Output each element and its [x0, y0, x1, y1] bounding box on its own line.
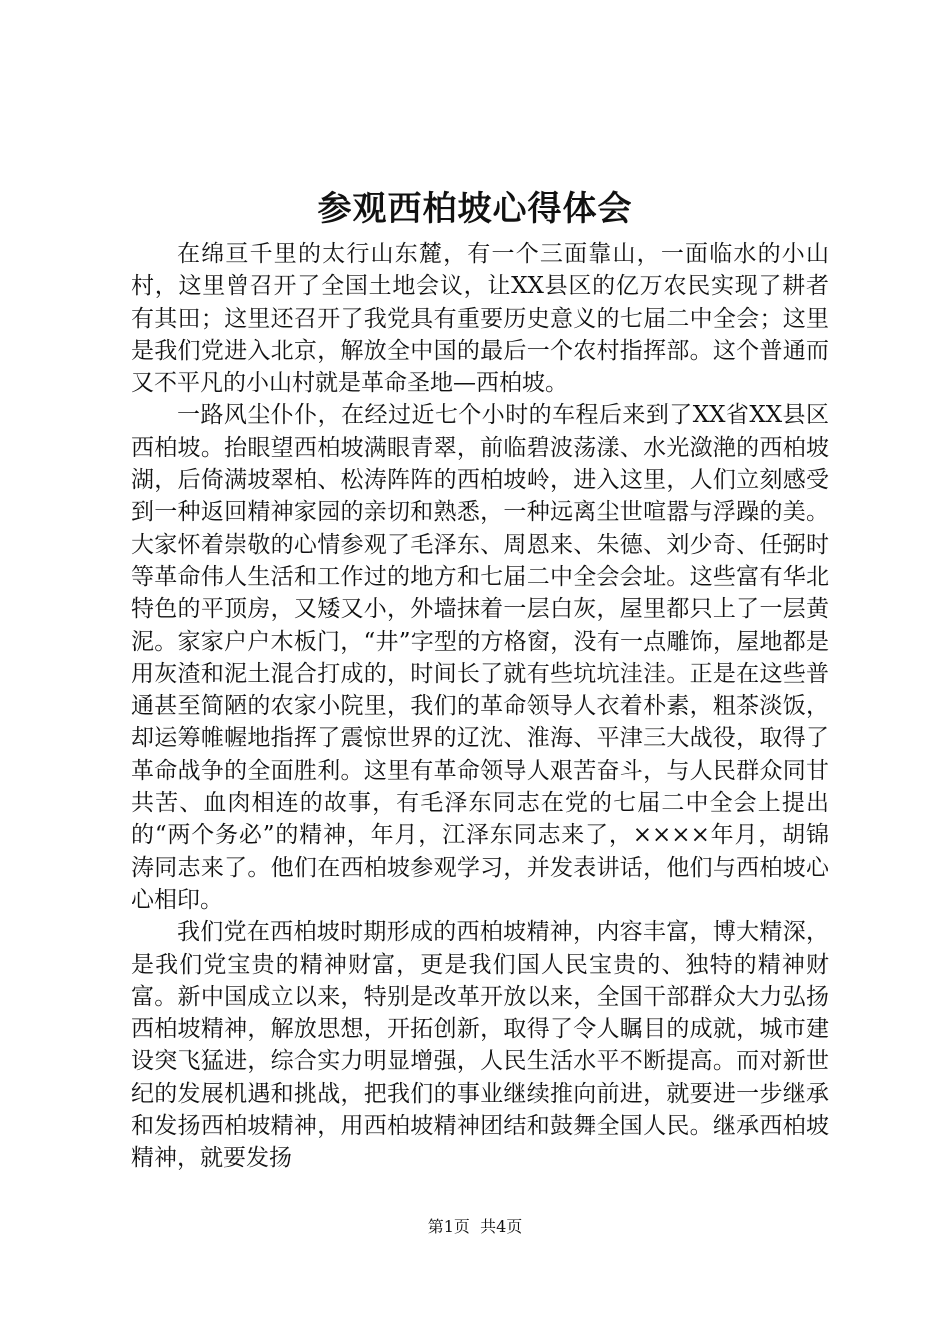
page-number-label: 第1页 共4页 — [427, 1217, 523, 1236]
document-body — [131, 238, 829, 1175]
document-title: 参观西柏坡心得体会 — [317, 189, 633, 229]
paragraph-2: 一路风尘仆仆，在经过近七个小时的车程后来到了XX省XX县区西柏坡。抬眼望西柏坡满眼青翠，前临碧波荡漾、水光潋滟的西柏坡湖，后倚满坡翠柏、松涛阵阵的西柏坡岭，进入这里，人们立刻感受到一种返回精神家园的亲切和熟悉，一种远离尘世喧嚣与浮躁的美。大家怀着崇敬的心情参观了毛泽东、周恩来、朱德、刘少奇、任弼时等革命伟人生活和工作过的地方和七届二中全会会址。这些富有华北特色的平顶房，又矮又小，外墙抹着一层白灰，屋里都只上了一层黄泥。家家户户木板门，“井”字型的方格窗，没有一点雕饰，屋地都是用灰渣和泥土混合打成的，时间长了就有些坑坑洼洼。正是在这些普通甚至简陋的农家小院里，我们的革命领导人衣着朴素，粗茶淡饭，却运筹帷幄地指挥了震惊世界的辽沈、淮海、平津三大战役，取得了革命战争的全面胜利。这里有革命领导人艰苦奋斗，与人民群众同甘共苦、血肉相连的故事，有毛泽东同志在党的七届二中全会上提出的“两个务必”的精神，年月，江泽东同志来了，××××年月，胡锦涛同志来了。他们在西柏坡参观学习，并发表讲话，他们与西柏坡心心相印。 — [131, 402, 829, 913]
paragraph-1: 在绵亘千里的太行山东麓，有一个三面靠山，一面临水的小山村，这里曾召开了全国土地会议，让XX县区的亿万农民实现了耕者有其田；这里还召开了我党具有重要历史意义的七届二中全会；这里是我们党进入北京，解放全中国的最后一个农村指挥部。这个普通而又不平凡的小山村就是革命圣地—西柏坡。 — [131, 241, 829, 397]
paragraph-3: 我们党在西柏坡时期形成的西柏坡精神，内容丰富，博大精深，是我们党宝贵的精神财富，更是我们国人民宝贵的、独特的精神财富。新中国成立以来，特别是改革开放以来，全国干部群众大力弘扬西柏坡精神，解放思想，开拓创新，取得了令人瞩目的成就，城市建设突飞猛进，综合实力明显增强，人民生活水平不断提高。而对新世纪的发展机遇和挑战，把我们的事业继续推向前进，就要进一步继承和发扬西柏坡精神，用西柏坡精神团结和鼓舞全国人民。继承西柏坡精神，就要发扬 — [131, 919, 829, 1172]
page-footer — [0, 1216, 950, 1238]
